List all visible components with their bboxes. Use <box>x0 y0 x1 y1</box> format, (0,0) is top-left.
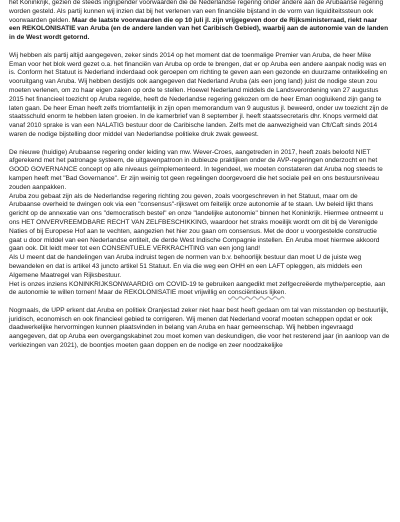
paragraph-text: . <box>284 289 287 297</box>
paragraph-p5 <box>9 254 390 280</box>
paragraph-p1 <box>9 0 390 43</box>
paragraph-text: Maar de laatste voorwaarden die op 10 juli jl. zijn vrijgegeven door de Rijksministerraad, riekt naar een REKOLONISATIE van Aruba (en de andere landen van het Caribisch Gebied), waarbij aan de autonomie van de landen in de West wordt getornd. <box>9 16 389 42</box>
paragraph-text: Aruba zou gebaat zijn als de Nederlandse regering richting zou geven, zoals voorgeschreven in het Statuut, maar om de Arubaanse overheid te dwingen ook via een "consensus"-rijkswet om feitelijk onze autonomie af te staan. Uw beleid lijkt thans gericht op de annexatie van ons "democratisch bestel" en onze "landelijke autonomie" binnen het Koninkrijk. Hiermee ontneemt u ons HET ONVERVREEMDBARE RECHT VAN ZELFBESCHIKKING, waardoor het straks moeilijk wordt om dit bij de Verenigde Naties of bij Europese Hof aan te vechten, aangezien het hier zou gaan om consensus. Met de door u voorgestelde constructie gaat u door middel van een Nederlandse entiteit, de derde West Indische Compagnie instellen. En Aruba moet hiermee akkoord gaan ook. Dit leidt meer tot een CONSENTUELE VERKRACHTING van een jong land! <box>9 192 384 253</box>
paragraph-text: Het is onzes inziens KONINKRIJKSONWAARDIG om COVID-19 te gebruiken aangedikt met zelfgecreëerde mythe/perceptie, aan de autonomie te willen tornen! Maar de REKOLONISATIE moet vrijwillig en <box>9 280 386 297</box>
paragraph-p2 <box>9 52 390 140</box>
paragraph-text: consciëntieus lijken <box>227 289 285 297</box>
paragraph-text: Als U meent dat de handelingen van Aruba indruist tegen de normen van b.v. behoorlijk bestuur dan moet U de juiste weg bewandelen en dat is artikel 43 juncto artikel 51 Statuut. En via die weg een OHH en een LAFT opleggen, als middels een Algemene Maatregel van Rijksbestuur. <box>9 254 363 279</box>
paragraph-text: het Koninkrijk, gezien de steeds ingrijpender voorwaarden die de Nederlandse regering onder andere aan de Arubaanse regering worden gesteld. Als partij kunnen wij inzien dat bij het verlenen van een financiële bijstand in de vorm van liquiditeitssteun ook voorwaarden gelden. <box>9 0 384 24</box>
paragraph-p6 <box>9 281 390 299</box>
paragraph-p3 <box>9 149 390 193</box>
paragraph-text: Nogmaals, de UPP erkent dat Aruba en politiek Oranjestad zeker niet haar best heeft gedaan om tal van misstanden op bestuurlijk, juridisch, economisch en ook financieel gebied te corrigeren. Wij menen dat Nederland vooraf moeten scheppen opdat er ook daadwerkelijke hervormingen kunnen plaatsvinden in belang van Aruba en haar gemeenschap. Wij hebben ingevraagd aangegeven, dat op Aruba een overgangskabinet zou moet komen van deskundigen, die voor het resterend jaar (in aanloop van de verkiezingen van 2021), de boontjes moeten gaan doppen en de nodige en zeer noodzakelijke <box>9 306 390 350</box>
paragraph-text: De nieuwe (huidige) Arubaanse regering onder leiding van mw. Wever-Croes, aangetreden in 2017, heeft zoals beloofd NIET afgerekend met het patronage systeem, de uitgavenpatroon in dubieuze praktijken onder de AVP-regeringen onderzocht en het GOOD GOVERNANCE concept op alle niveaus geïmplementeerd. In tegendeel, we moeten constateren dat Aruba nog steeds te kampen heeft met "Bad Governance". Er zijn weinig tot geen regelingen doorgevoerd die het sociale peil en ons bestuursniveau zouden aanpakken. <box>9 148 383 191</box>
paragraph-p7 <box>9 307 390 351</box>
paragraph-p4 <box>9 193 390 255</box>
paragraph-text: Wij hebben als partij altijd aangegeven, zeker sinds 2014 op het moment dat de toenmalige Premier van Aruba, de heer Mike Eman voor het blok werd gezet o.a. het financiën van Aruba op orde te brengen, dat er op Aruba een andere aanpak nodig was en is. Conform het Statuut is Nederland inderdaad ook geroepen om richting te geven aan een gezonde en duurzame ontwikkeling en vooruitgang van Aruba. Wij hebben destijds ook aangegeven dat Nederland Aruba (als een jong land) juist de nodige steun zou moeten verlenen, om zo haar eigen zaken op orde te stellen. Hoewel Nederland middels de Landsverordening van 27 augustus 2015 het financieel toezicht op Aruba regelde, heeft de Nederlandse regering gekozen om de heer Eman oogluikend zijn gang te laten gaan. De heer Eman heeft zelfs triomfantelijk in zijn open memorandum van 9 augustus jl. beweerd, onder uw toezicht zijn de staatsschuld enorm te hebben laten groeien. In de kamerbrief van 8 september jl. heeft staatssecretaris dhr. Knops vermeld dat vanaf 2010 sprake is van een NALATIG bestuur door de Caribische landen. Zelfs met de aanwezigheid van Cft/Caft sinds 2014 waren de nodige bijstelling door middel van Nederlandse politieke druk zwak geweest. <box>9 51 389 138</box>
